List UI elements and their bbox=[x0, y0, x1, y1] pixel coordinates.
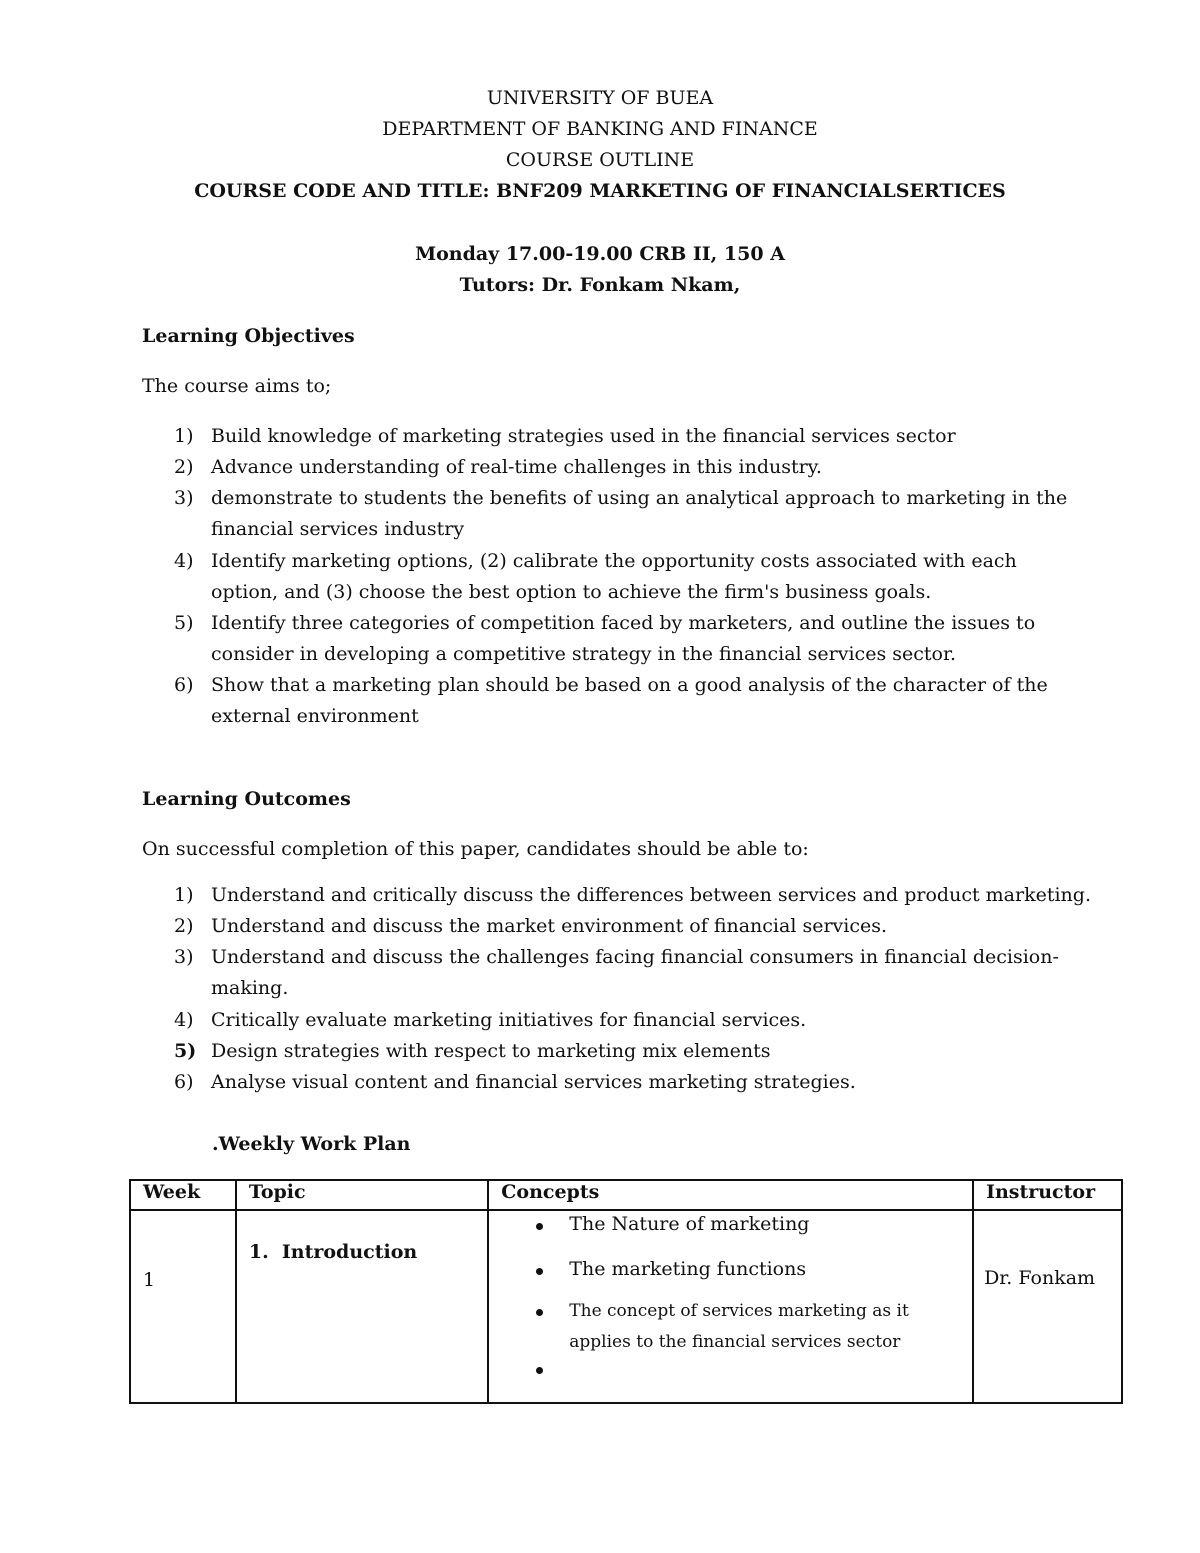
list-item-text: Build knowledge of marketing strategies used in the financial services sector bbox=[211, 425, 956, 447]
course-code-title: COURSE CODE AND TITLE: BNF209 MARKETING OF FINANCIALSERTICES bbox=[194, 180, 1006, 202]
list-item-text: Understand and discuss the challenges facing financial consumers in financial decision- bbox=[211, 946, 1059, 968]
list-item-text: Advance understanding of real-time challenges in this industry. bbox=[211, 456, 822, 478]
list-item-text: consider in developing a competitive strategy in the financial services sector. bbox=[211, 643, 956, 665]
column-header-instructor: Instructor bbox=[973, 1180, 1122, 1210]
list-item-text: Show that a marketing plan should be based on a good analysis of the character of the bbox=[211, 674, 1048, 696]
list-item-text: Understand and discuss the market environment of financial services. bbox=[211, 915, 888, 937]
concept-item: The marketing functions bbox=[569, 1258, 807, 1280]
document-type: COURSE OUTLINE bbox=[505, 149, 695, 171]
list-item-number: 6) bbox=[174, 1071, 194, 1093]
column-header-concepts: Concepts bbox=[488, 1180, 973, 1210]
list-item-number: 2) bbox=[174, 456, 194, 478]
outcomes-intro: On successful completion of this paper, candidates should be able to: bbox=[142, 838, 809, 860]
table-row bbox=[130, 1210, 1122, 1403]
course-schedule: Monday 17.00-19.00 CRB II, 150 A bbox=[415, 243, 785, 265]
list-item-number: 5) bbox=[174, 1040, 197, 1062]
list-item-text: Critically evaluate marketing initiatives for financial services. bbox=[211, 1009, 807, 1031]
list-item-number: 4) bbox=[174, 550, 194, 572]
list-item-text: Design strategies with respect to marketing mix elements bbox=[211, 1040, 771, 1062]
list-item-number: 4) bbox=[174, 1009, 194, 1031]
concept-item: The concept of services marketing as it bbox=[569, 1301, 909, 1321]
bullet-icon bbox=[536, 1223, 543, 1230]
outcomes-title: Learning Outcomes bbox=[142, 788, 351, 810]
topic-number: 1. bbox=[248, 1241, 269, 1263]
list-item-text: Identify three categories of competition faced by marketers, and outline the issues to bbox=[211, 612, 1036, 634]
concept-item-continuation: applies to the financial services sector bbox=[569, 1332, 901, 1352]
objectives-intro: The course aims to; bbox=[142, 375, 332, 397]
concepts-cell bbox=[488, 1210, 973, 1403]
table-header-row bbox=[130, 1180, 1122, 1210]
list-item-text: making. bbox=[211, 977, 289, 999]
work-plan-table bbox=[129, 1179, 1123, 1404]
list-item-text: demonstrate to students the benefits of using an analytical approach to marketing in the bbox=[211, 487, 1068, 509]
instructor-name: Dr. Fonkam bbox=[984, 1267, 1096, 1289]
list-item-text: Analyse visual content and financial services marketing strategies. bbox=[211, 1071, 856, 1093]
list-item-number: 5) bbox=[174, 612, 194, 634]
course-tutors: Tutors: Dr. Fonkam Nkam, bbox=[459, 274, 741, 296]
list-item-text: external environment bbox=[211, 705, 419, 727]
list-item-number: 2) bbox=[174, 915, 194, 937]
list-item-number: 1) bbox=[174, 425, 194, 447]
column-header-week: Week bbox=[130, 1180, 236, 1210]
list-item-number: 3) bbox=[174, 487, 194, 509]
bullet-icon bbox=[536, 1268, 543, 1275]
bullet-icon bbox=[536, 1309, 543, 1316]
list-item-number: 6) bbox=[174, 674, 194, 696]
list-item-text: Identify marketing options, (2) calibrate the opportunity costs associated with each bbox=[211, 550, 1017, 572]
instructor-cell bbox=[973, 1210, 1122, 1403]
concept-item: The Nature of marketing bbox=[569, 1213, 810, 1235]
topic-title: Introduction bbox=[281, 1241, 418, 1263]
list-item-number: 3) bbox=[174, 946, 194, 968]
list-item-text: financial services industry bbox=[211, 518, 465, 540]
bullet-icon bbox=[536, 1367, 543, 1374]
list-item-text: Understand and critically discuss the differences between services and product marketing. bbox=[211, 884, 1091, 906]
university-name: UNIVERSITY OF BUEA bbox=[486, 87, 714, 109]
list-item-text: option, and (3) choose the best option to achieve the firm's business goals. bbox=[211, 581, 932, 603]
week-cell bbox=[130, 1210, 236, 1403]
week-number: 1 bbox=[143, 1269, 156, 1291]
department-name: DEPARTMENT OF BANKING AND FINANCE bbox=[382, 118, 818, 140]
list-item-number: 1) bbox=[174, 884, 194, 906]
objectives-title: Learning Objectives bbox=[142, 325, 355, 347]
column-header-topic: Topic bbox=[236, 1180, 488, 1210]
topic-cell bbox=[236, 1210, 488, 1403]
work-plan-title: .Weekly Work Plan bbox=[212, 1133, 411, 1155]
